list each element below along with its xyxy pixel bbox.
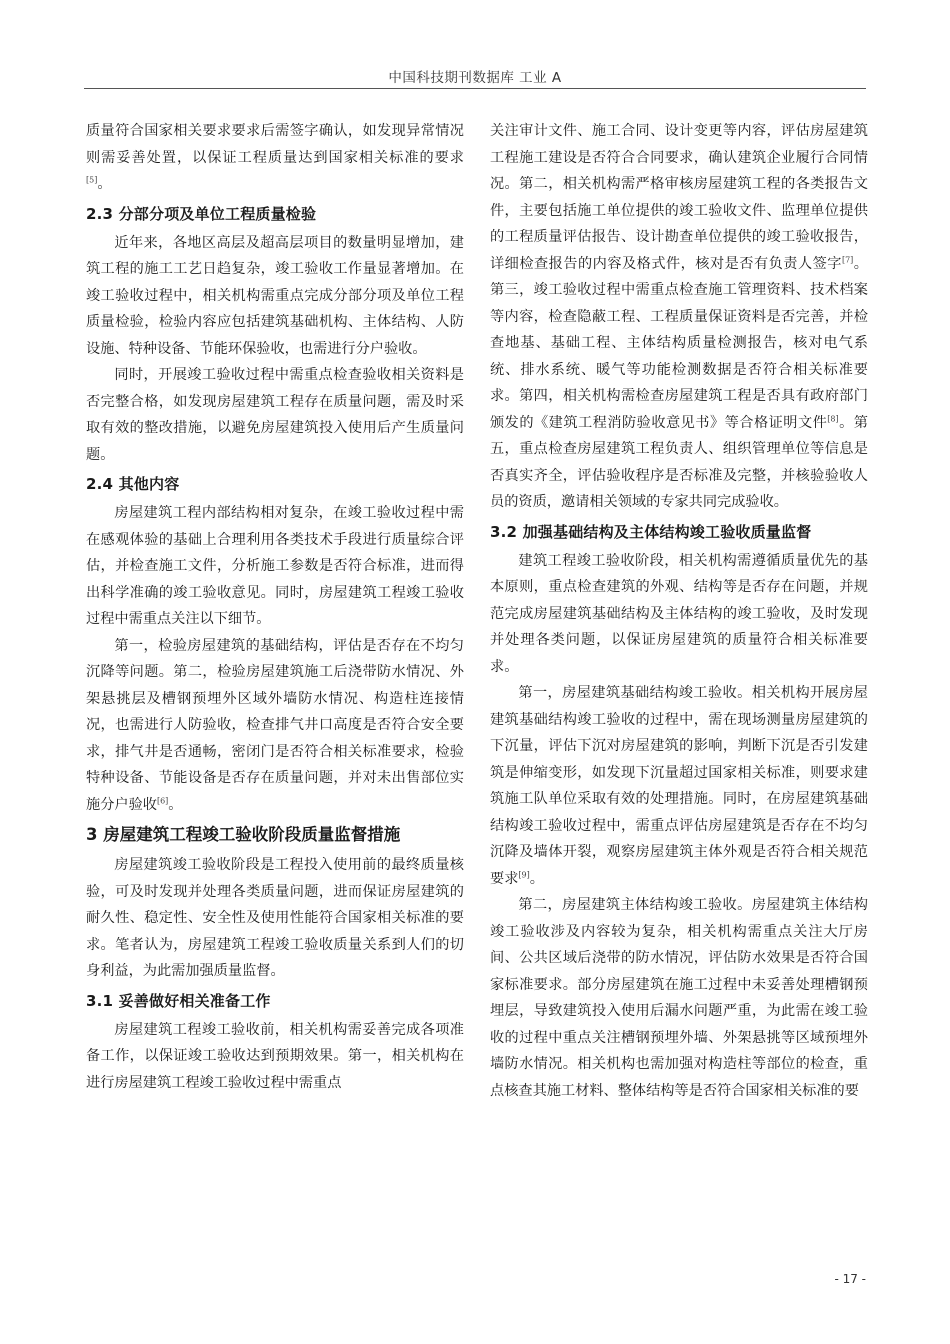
left-column [86,118,464,1096]
paragraph [86,118,464,198]
citation: [8] [827,413,839,423]
section-heading-2-4: 2.4 其他内容 [86,475,180,493]
section-heading-3-2: 3.2 加强基础结构及主体结构竣工验收质量监督 [490,522,812,541]
paragraph: 房屋建筑工程内部结构相对复杂，在竣工验收过程中需在感观体验的基础上合理利用各类技术手段进行质量综合评估，并检查施工文件，分析施工参数是否符合标准，进而得出科学准确的竣工验收意见。同时，房屋建筑工程竣工验收过程中需重点关注以下细节。 [86,505,464,627]
citation: [5] [86,175,98,185]
paragraph: 近年来，各地区高层及超高层项目的数量明显增加，建筑工程的施工工艺日趋复杂，竣工验收工作量显著增加。在竣工验收过程中，相关机构需重点完成分部分项及单位工程质量检验，检验内容应包括建筑基础机构、主体结构、人防设施、特种设备、节能环保验收，也需进行分户验收。 [86,234,464,357]
journal-header: 中国科技期刊数据库 工业 A [388,70,562,86]
paragraph [86,633,464,819]
paragraph: 房屋建筑竣工验收阶段是工程投入使用前的最终质量核验，可及时发现并处理各类质量问题，进而保证房屋建筑的耐久性、稳定性、安全性及使用性能符合国家相关标准的要求。笔者认为，房屋建筑工程竣工验收质量关系到人们的切身利益，为此需加强质量监督。 [86,857,464,979]
page-number: - 17 - [834,1272,866,1286]
paragraph: 第二，房屋建筑主体结构竣工验收。房屋建筑主体结构竣工验收涉及内容较为复杂，相关机构需重点关注大厅房间、公共区域后浇带的防水情况，评估防水效果是否符合国家标准要求。部分房屋建筑在施工过程中未妥善处理槽钢预埋层，导致建筑投入使用后漏水问题严重，为此需在竣工验收的过程中重点关注槽钢预埋外墙、外架悬挑等区域预埋外墙防水情况。相关机构也需加强对构造柱等部位的检查，重点核查其施工材料、整体结构等是否符合国家相关标准的要 [490,897,868,1099]
paragraph-text: 。第三，竣工验收过程中需重点检查施工管理资料、技术档案等内容，检查隐蔽工程、工程质量保证资料是否完善，并检查地基、基础工程、主体结构质量检测报告，核对电气系统、排水系统、暖气等功能检测数据是否符合相关标准要求。第四，相关机构需检查房屋建筑工程是否具有政府部门颁发的《建筑工程消防验收意见书》等合格证明文件 [490,255,868,431]
citation: [7] [841,254,854,264]
citation: [6] [156,795,169,805]
section-heading-3: 3 房屋建筑工程竣工验收阶段质量监督措施 [86,825,401,844]
citation: [9] [518,869,530,879]
paragraph: 同时，开展竣工验收过程中需重点检查验收相关资料是否完整合格，如发现房屋建筑工程存在质量问题，需及时采取有效的整改措施，以避免房屋建筑投入使用后产生质量问题。 [86,367,464,463]
paragraph-text: 第一，房屋建筑基础结构竣工验收。相关机构开展房屋建筑基础结构竣工验收的过程中，需在现场测量房屋建筑的下沉量，评估下沉对房屋建筑的影响，判断下沉是否引发建筑是伸缩变形，如发现下沉量超过国家相关标准，则要求建筑施工队单位采取有效的处理措施。同时，在房屋建筑基础结构竣工验收过程中，需重点评估房屋建筑是否存在不均匀沉降及墙体开裂，观察房屋建筑主体外观是否符合相关规范要求 [490,685,868,887]
right-column [490,118,868,1104]
paragraph-text: 。第五，重点检查房屋建筑工程负责人、组织管理单位等信息是否真实齐全，评估验收程序是否标准及完整，并核验验收人员的资质，邀请相关领域的专家共同完成验收。 [490,414,868,510]
paragraph: 建筑工程竣工验收阶段，相关机构需遵循质量优先的基本原则，重点检查建筑的外观、结构等是否存在问题，并规范完成房屋建筑基础结构及主体结构的竣工验收，及时发现并处理各类问题，以保证房屋建筑的质量符合相关标准要求。 [490,552,868,675]
header-rule [84,88,866,89]
paragraph [490,680,868,892]
punctuation: 。 [529,870,544,887]
section-heading-2-3: 2.3 分部分项及单位工程质量检验 [86,204,317,223]
punctuation: 。 [168,796,183,813]
section-heading-3-1: 3.1 妥善做好相关准备工作 [86,991,271,1010]
paragraph-text: 质量符合国家相关要求要求后需签字确认，如发现异常情况则需妥善处置，以保证工程质量达到国家相关标准的要求 [86,123,464,166]
paragraph: 房屋建筑工程竣工验收前，相关机构需妥善完成各项准备工作，以保证竣工验收达到预期效果。第一，相关机构在进行房屋建筑工程竣工验收过程中需重点 [86,1021,464,1091]
paragraph [490,118,868,516]
punctuation: 。 [97,176,112,192]
paragraph-text: 关注审计文件、施工合同、设计变更等内容，评估房屋建筑工程施工建设是否符合合同要求，确认建筑企业履行合同情况。第二，相关机构需严格审核房屋建筑工程的各类报告文件，主要包括施工单位提供的竣工验收文件、监理单位提供的工程质量评估报告、设计勘查单位提供的竣工验收报告，详细检查报告的内容及格式件，核对是否有负责人签字 [490,123,868,272]
paragraph-text: 第一，检验房屋建筑的基础结构，评估是否存在不均匀沉降等问题。第二，检验房屋建筑施工后浇带防水情况、外架悬挑层及槽钢预埋外区域外墙防水情况、构造柱连接情况，也需进行人防验收，检查排气井口高度是否符合安全要求，排气井是否通畅，密闭门是否符合相关标准要求，检验特种设备、节能设备是否存在质量问题，并对未出售部位实施分户验收 [86,637,464,813]
